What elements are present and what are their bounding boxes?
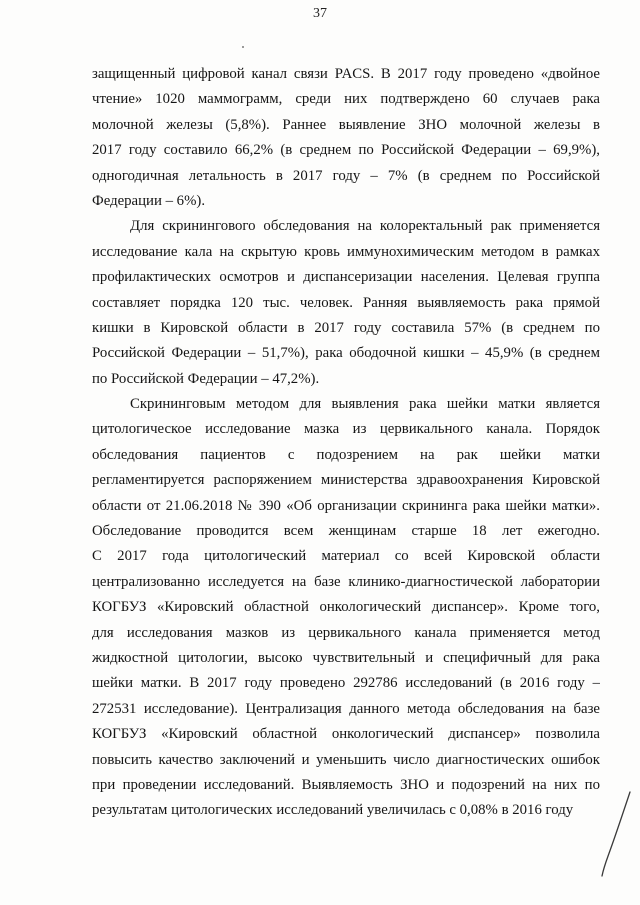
- text-line: результатам цитологических исследований увеличилась с 0,08% в 2016 году: [92, 802, 574, 819]
- text-line: для исследования мазков из цервикального канала применяется метод: [92, 624, 600, 641]
- text-line: исследование кала на скрытую кровь иммунохимическим методом в рамках: [92, 243, 600, 260]
- text-line: Обследование проводится всем женщинам старше 18 лет ежегодно.: [92, 523, 600, 540]
- text-line: кишки в Кировской области в 2017 году составила 57% (в среднем по: [92, 319, 600, 336]
- paragraph: [92, 62, 600, 214]
- text-line: регламентируется распоряжением министерства здравоохранения Кировской: [92, 472, 600, 489]
- text-line: Для скринингового обследования на колоректальный рак применяется: [130, 218, 600, 235]
- text-line: профилактических осмотров и диспансеризации населения. Целевая группа: [92, 269, 600, 286]
- text-line: повысить качество заключений и уменьшить число диагностических ошибок: [92, 751, 600, 768]
- text-line: централизованно исследуется на базе клинико-диагностической лаборатории: [92, 573, 600, 590]
- text-line: составляет порядка 120 тыс. человек. Ранняя выявляемость рака прямой: [92, 294, 600, 311]
- text-line: шейки матки. В 2017 году проведено 292786 исследований (в 2016 году –: [92, 675, 600, 692]
- text-line: КОГБУЗ «Кировский областной онкологический диспансер» позволила: [92, 726, 600, 743]
- text-line: КОГБУЗ «Кировский областной онкологический диспансер». Кроме того,: [92, 599, 600, 616]
- text-line: жидкостной цитологии, высоко чувствительный и специфичный для рака: [92, 649, 600, 666]
- page-number: 37: [313, 6, 327, 21]
- body-text: [92, 62, 600, 824]
- text-line: 2017 году составило 66,2% (в среднем по Российской Федерации – 69,9%),: [92, 142, 600, 159]
- text-line: цитологическое исследование мазка из цервикального канала. Порядок: [92, 421, 600, 438]
- text-line: Российской Федерации – 51,7%), рака ободочной кишки – 45,9% (в среднем: [92, 345, 600, 362]
- text-line: обследования пациентов с подозрением на рак шейки матки: [92, 446, 600, 463]
- paragraph: [92, 214, 600, 392]
- text-line: С 2017 года цитологический материал со всей Кировской области: [92, 548, 600, 565]
- text-line: Федерации – 6%).: [92, 192, 206, 209]
- text-line: Скрининговым методом для выявления рака шейки матки является: [130, 396, 600, 413]
- text-line: чтение» 1020 маммограмм, среди них подтверждено 60 случаев рака: [92, 91, 600, 108]
- text-line: области от 21.06.2018 № 390 «Об организации скрининга рака шейки матки».: [92, 497, 600, 514]
- text-line: при проведении исследований. Выявляемость ЗНО и подозрений на них по: [92, 776, 600, 793]
- text-line: одногодичная летальность в 2017 году – 7% (в среднем по Российской: [92, 167, 600, 184]
- text-line: молочной железы (5,8%). Раннее выявление ЗНО молочной железы в: [92, 116, 600, 133]
- text-line: 272531 исследование). Централизация данного метода обследования на базе: [92, 700, 600, 717]
- text-line: по Российской Федерации – 47,2%).: [92, 370, 320, 387]
- paragraph: [92, 392, 600, 824]
- text-line: защищенный цифровой канал связи PACS. В 2017 году проведено «двойное: [92, 66, 600, 82]
